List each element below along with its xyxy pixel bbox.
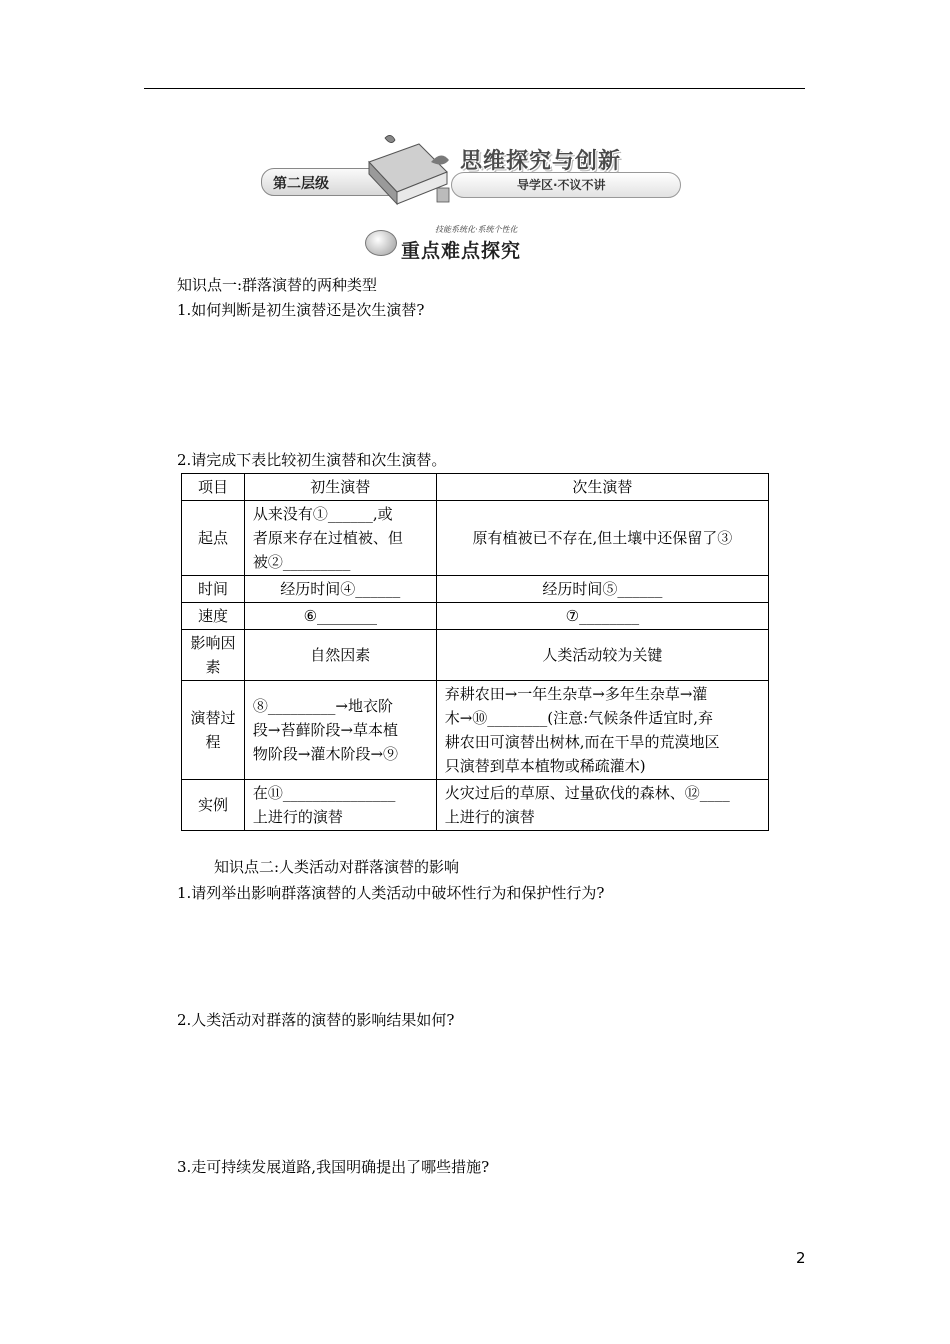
cell-line: 在⑪_______________: [252, 784, 396, 802]
cell-primary: [244, 780, 436, 831]
banner-title: 思维探究与创新: [460, 149, 622, 174]
cell-line: 耕农田可演替出树林,而在干旱的荒漠地区: [444, 733, 720, 751]
section-tagline: 技能系统化·系统个性化: [435, 225, 518, 234]
cell-line: 只演替到草本植物或稀疏灌木): [444, 757, 646, 775]
header-rule: [144, 88, 805, 89]
cell-primary: [244, 681, 436, 780]
cell-line: 被②_________: [252, 553, 351, 571]
header-primary: 初生演替: [244, 474, 436, 501]
cell-line: 木→⑩________(注意:气候条件适宜时,弃: [444, 709, 713, 727]
cell-line: 段→苔藓阶段→草本植: [252, 721, 399, 739]
row-label: 起点: [182, 501, 245, 576]
cell-secondary: ⑦________: [436, 603, 768, 630]
row-label: [182, 630, 245, 681]
section-sub-banner: [365, 222, 565, 264]
section-banner: [255, 122, 695, 216]
kp1-heading: 知识点一:群落演替的两种类型: [177, 276, 378, 294]
kp2-heading: 知识点二:人类活动对群落演替的影响: [214, 858, 460, 876]
cell-secondary: 经历时间⑤______: [436, 576, 768, 603]
cell-line: 从来没有①______,或: [252, 505, 393, 523]
cell-primary: [244, 501, 436, 576]
row-label: 速度: [182, 603, 245, 630]
label-line: 素: [205, 658, 221, 676]
kp2-question-1: 1.请列举出影响群落演替的人类活动中破坏性行为和保护性行为?: [177, 884, 605, 902]
cell-line: 物阶段→灌木阶段→⑨: [252, 745, 399, 763]
cell-secondary: [436, 681, 768, 780]
label-line: 影响因: [190, 634, 236, 652]
speech-bubble-icon: [365, 230, 397, 256]
cell-line: 弃耕农田→一年生杂草→多年生杂草→灌: [444, 685, 708, 703]
section-title: 重点难点探究: [401, 240, 522, 262]
cell-line: 者原来存在过植被、但: [252, 529, 403, 547]
table-row: [182, 576, 769, 603]
cell-line: 上进行的演替: [252, 808, 343, 826]
table-row: [182, 780, 769, 831]
table-row: [182, 630, 769, 681]
cell-primary: 自然因素: [244, 630, 436, 681]
cell-secondary: 人类活动较为关键: [436, 630, 768, 681]
cell-primary: 经历时间④______: [244, 576, 436, 603]
book-icon: [359, 132, 455, 210]
cell-line: 原有植被已不存在,但土壤中还保留了③: [472, 529, 733, 547]
comparison-table: [181, 473, 769, 831]
table-row: [182, 603, 769, 630]
table-row: [182, 681, 769, 780]
level-label: 第二层级: [273, 176, 329, 192]
row-label: 时间: [182, 576, 245, 603]
table-header-row: [182, 474, 769, 501]
cell-line: 火灾过后的草原、过量砍伐的森林、⑫____: [444, 784, 730, 802]
cell-line: ⑧_________→地衣阶: [252, 697, 393, 715]
label-line: 程: [205, 733, 221, 751]
cell-secondary: [436, 501, 768, 576]
cell-line: 上进行的演替: [444, 808, 535, 826]
cell-secondary: [436, 780, 768, 831]
kp1-question-2: 2.请完成下表比较初生演替和次生演替。: [177, 451, 447, 469]
table-row: [182, 501, 769, 576]
header-secondary: 次生演替: [436, 474, 768, 501]
kp2-question-3: 3.走可持续发展道路,我国明确提出了哪些措施?: [177, 1158, 490, 1176]
header-item: 项目: [182, 474, 245, 501]
kp1-question-1: 1.如何判断是初生演替还是次生演替?: [177, 301, 425, 319]
page-number: 2: [796, 1249, 806, 1267]
row-label: 实例: [182, 780, 245, 831]
kp2-question-2: 2.人类活动对群落的演替的影响结果如何?: [177, 1011, 455, 1029]
label-line: 演替过: [190, 709, 236, 727]
banner-subtitle: 导学区·不议不讲: [517, 178, 606, 192]
cell-primary: ⑥________: [244, 603, 436, 630]
row-label: [182, 681, 245, 780]
